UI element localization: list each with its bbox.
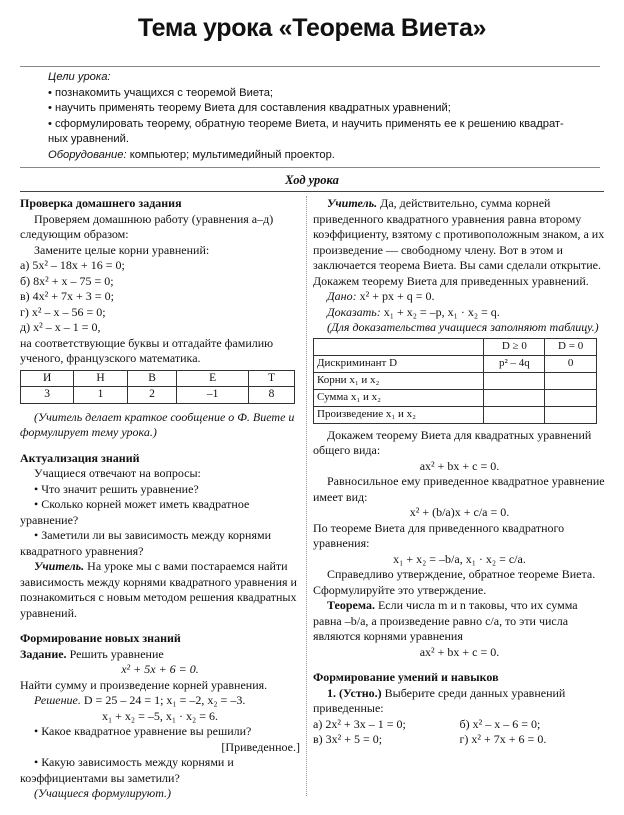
question: • Какое квадратное уравнение вы решили?: [34, 724, 252, 738]
equipment-label: Оборудование:: [48, 148, 127, 161]
equation: д) x² – x – 1 = 0,: [20, 320, 101, 334]
task-label: Задание.: [20, 646, 67, 661]
equipment-line: [20, 148, 600, 164]
note: (Учитель делает краткое сообщение о Ф. Виете и формулирует тему урока.): [20, 409, 295, 439]
speaker-label: Учитель.: [327, 196, 378, 210]
table-cell: p² – 4q: [484, 355, 545, 372]
exercise-options: [313, 732, 606, 748]
table-cell: D ≥ 0: [484, 338, 545, 355]
goals-heading: Цели урока:: [48, 71, 111, 83]
paragraph: Докажем теорему Виета для квадратных уравнений общего вида:: [313, 427, 592, 457]
equation: ax² + bx + c = 0.: [419, 458, 500, 473]
equation: x₁ + x₂ = –b/a, x₁ · x₂ = c/a.: [393, 551, 526, 566]
question: • Сколько корней может иметь квадратное уравнение?: [20, 497, 250, 527]
exercise-option: б) x² – x – 6 = 0;: [459, 716, 541, 731]
table-cell: 8: [248, 387, 294, 404]
given-label: Дано:: [327, 289, 357, 303]
table-cell: [484, 389, 545, 406]
paragraph: на соответствующие буквы и отгадайте фамилию ученого, французского математика.: [20, 335, 274, 365]
theorem-label: Теорема.: [327, 598, 375, 612]
goal-item: ных уравнений.: [48, 133, 129, 145]
paragraph: [20, 647, 300, 663]
table-cell: Произведение x₁ и x₂: [314, 406, 484, 423]
divider: [20, 167, 600, 168]
paragraph: Справедливо утверждение, обратное теореме Виета. Сформулируйте это утверждение.: [313, 567, 596, 597]
paragraph: Равносильное ему приведенное квадратное уравнение имеет вид:: [313, 474, 605, 504]
answer-table: [20, 370, 295, 404]
table-cell: [314, 338, 484, 355]
paragraph: [20, 559, 300, 621]
speaker-text: Да, действительно, сумма корней приведенного квадратного уравнения равна второму коэффициенту, взятому с противоположным знаком, а их произведение — свободному члену. Вот в этом и заключается теорема Виета. Вы сами сделали открытие. Докажем теорему Виета для приведенных уравнений.: [313, 196, 605, 288]
column-divider: [306, 196, 307, 796]
speaker-label: Учитель.: [34, 559, 85, 573]
speaker-text: На уроке мы с вами постараемся найти зависимость между корнями квадратного уравнения и познакомиться с новым методом решения квадратных уравнений.: [20, 559, 297, 620]
divider: [20, 191, 604, 192]
table-cell: Т: [248, 370, 294, 387]
table-cell: Корни x₁ и x₂: [314, 372, 484, 389]
lesson-goals: [20, 66, 600, 168]
exercise-option: в) 3x² + 5 = 0;: [313, 732, 383, 746]
divider: [20, 66, 600, 67]
paragraph: Замените целые корни уравнений:: [34, 242, 210, 257]
table-cell: [545, 389, 597, 406]
given-text: x² + px + q = 0.: [356, 289, 435, 303]
section-heading: Формирование новых знаний: [20, 631, 181, 645]
answer: (Учащиеся формулируют.): [34, 786, 172, 800]
solution-label: Решение.: [34, 693, 81, 707]
equation: x² + (b/a)x + c/a = 0.: [409, 505, 510, 519]
solution: [20, 693, 300, 709]
exercise-option: а) 2x² + 3x – 1 = 0;: [313, 716, 406, 731]
equation: x² + 5x + 6 = 0.: [121, 662, 199, 676]
goal-item: • сформулировать теорему, обратную теореме Виета, и научить применять ее к решению квадрат-: [48, 117, 564, 130]
table-cell: 3: [21, 387, 74, 404]
exercise-option: г) x² + 7x + 6 = 0.: [459, 732, 547, 746]
equation: x₁ + x₂ = –5, x₁ · x₂ = 6.: [101, 708, 219, 723]
table-cell: Е: [177, 370, 249, 387]
proof-table: [313, 338, 597, 424]
equipment-text: компьютер; мультимедийный проектор.: [126, 148, 335, 161]
right-column: [313, 196, 606, 748]
theorem-text: Если числа m и n таковы, что их сумма равна –b/a, а произведение равно c/a, то эти числа являются корнями уравнения: [313, 598, 578, 643]
table-cell: В: [127, 370, 177, 387]
paragraph: [313, 196, 606, 289]
question: • Заметили ли вы зависимость между корнями квадратного уравнения?: [20, 528, 272, 558]
exercise: [313, 686, 606, 717]
table-cell: 1: [74, 387, 127, 404]
section-heading: Проверка домашнего задания: [20, 196, 182, 210]
prove-label: Доказать:: [327, 304, 381, 319]
question: • Что значит решить уравнение?: [34, 481, 199, 496]
goal-item: • познакомить учащихся с теоремой Виета;: [48, 86, 274, 99]
section-heading: Формирование умений и навыков: [313, 670, 499, 684]
question: • Какую зависимость между корнями и коэффициентами вы заметили?: [20, 755, 234, 785]
table-cell: [484, 406, 545, 423]
exercise-text: Выберите среди данных уравнений приведенные:: [313, 685, 566, 715]
given: [313, 289, 606, 305]
table-cell: 2: [127, 387, 177, 404]
page-title: Тема урока «Теорема Виета»: [137, 14, 487, 42]
plan-heading: Ход урока: [285, 173, 339, 187]
equation: г) x² – x – 56 = 0;: [20, 304, 106, 319]
answer: [Приведенное.]: [221, 739, 300, 754]
table-cell: 0: [545, 355, 597, 372]
note: (Для доказательства учащиеся заполняют таблицу.): [327, 320, 599, 334]
paragraph: По теореме Виета для приведенного квадратного уравнения:: [313, 520, 565, 550]
section-heading: Актуализация знаний: [20, 450, 140, 465]
task-text: Решить уравнение: [66, 646, 164, 661]
goal-item: • научить применять теорему Виета для составления квадратных уравнений;: [48, 102, 451, 114]
exercise-label: 1. (Устно.): [327, 685, 382, 700]
left-column: [20, 196, 300, 802]
table-cell: D = 0: [545, 338, 597, 355]
table-cell: [484, 372, 545, 389]
exercise-options: [313, 717, 606, 733]
table-cell: И: [21, 370, 74, 387]
theorem: [313, 598, 606, 645]
equation: ax² + bx + c = 0.: [419, 644, 500, 659]
table-cell: [545, 406, 597, 423]
table-cell: Сумма x₁ и x₂: [314, 389, 484, 406]
equation: б) 8x² + x – 75 = 0;: [20, 273, 114, 288]
equation: в) 4x² + 7x + 3 = 0;: [20, 289, 114, 303]
table-cell: Дискриминант D: [314, 355, 484, 372]
paragraph: Найти сумму и произведение корней уравнения.: [20, 677, 268, 692]
table-cell: [545, 372, 597, 389]
paragraph: Проверяем домашнюю работу (уравнения а–д) следующим образом:: [20, 211, 274, 241]
equation: а) 5x² – 18x + 16 = 0;: [20, 258, 125, 272]
prove-text: x₁ + x₂ = –p, x₁ · x₂ = q.: [380, 304, 500, 319]
table-cell: Н: [74, 370, 127, 387]
solution-text: D = 25 – 24 = 1; x₁ = –2, x₂ = –3.: [80, 693, 246, 707]
prove: [313, 305, 606, 321]
paragraph: Учащиеся отвечают на вопросы:: [34, 466, 201, 480]
table-cell: –1: [177, 387, 249, 404]
